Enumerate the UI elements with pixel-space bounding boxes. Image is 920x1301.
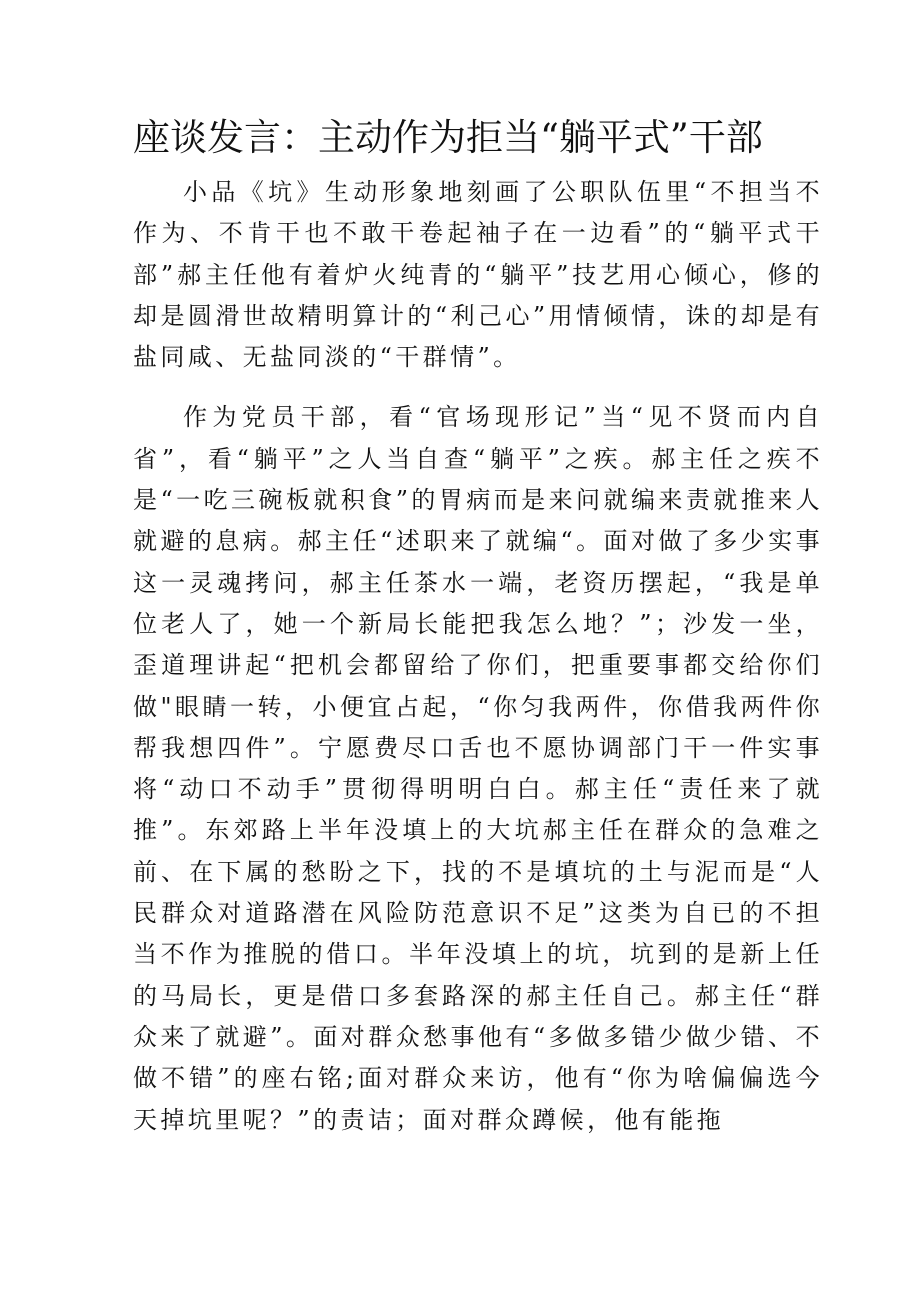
document-title: 座谈发言：主动作为拒当“躺平式”干部: [133, 116, 763, 159]
document-body: [133, 172, 823, 1141]
paragraph-2: 作为党员干部，看“官场现形记”当“见不贤而内自省”，看“躺平”之人当自查“躺平”之疾。郝主任之疾不是“一吃三碗板就积食”的胃病而是来问就编来责就推来人就避的息病。郝主任“述职来了就编“。面对做了多少实事这一灵魂拷问，郝主任茶水一端，老资历摆起，“我是单位老人了，她一个新局长能把我怎么地？”；沙发一坐，歪道理讲起“把机会都留给了你们，把重要事都交给你们做"眼睛一转，小便宜占起，“你匀我两件，你借我两件你帮我想四件”。宁愿费尽口舌也不愿协调部门干一件实事将“动口不动手”贯彻得明明白白。郝主任“责任来了就推”。东郊路上半年没填上的大坑郝主任在群众的急难之前、在下属的愁盼之下，找的不是填坑的土与泥而是“人民群众对道路潜在风险防范意识不足”这类为自已的不担当不作为推脱的借口。半年没填上的坑，坑到的是新上任的马局长，更是借口多套路深的郝主任自己。郝主任“群众来了就避”。面对群众愁事他有“多做多错少做少错、不做不错”的座右铭;面对群众来访，他有“你为啥偏偏选今天掉坑里呢？”的责诘；面对群众蹲候，他有能拖: [133, 403, 823, 1134]
paragraph-1: 小品《坑》生动形象地刻画了公职队伍里“不担当不作为、不肯干也不敢干卷起袖子在一边看”的“躺平式干部”郝主任他有着炉火纯青的“躺平”技艺用心倾心，修的却是圆滑世故精明算计的“利己心”用情倾情，诛的却是有盐同咸、无盐同淡的“干群情”。: [133, 178, 823, 372]
